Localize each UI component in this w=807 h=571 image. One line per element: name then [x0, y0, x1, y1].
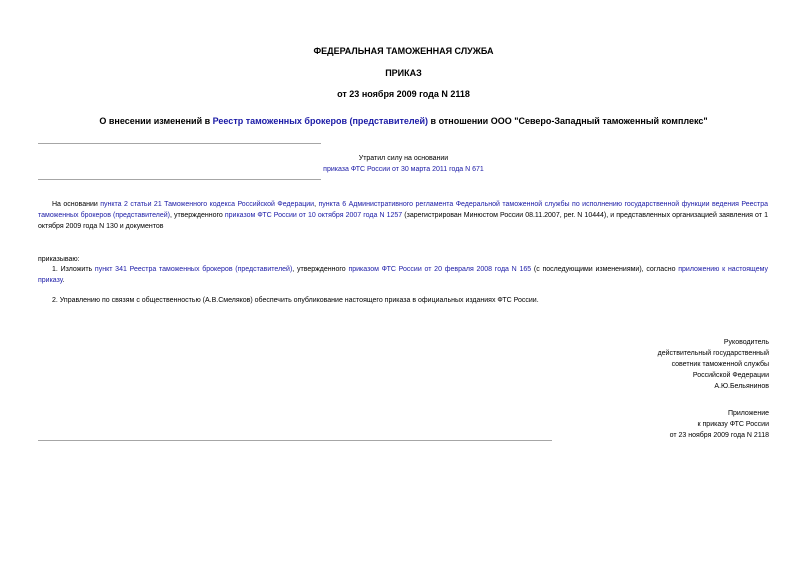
appendix-header: [670, 408, 769, 441]
registry-link[interactable]: Реестр таможенных брокеров (представителей): [212, 116, 429, 126]
signature-name: А.Ю.Бельянинов: [714, 383, 769, 390]
doc-type: ПРИКАЗ: [385, 68, 422, 78]
appendix-line: Приложение: [727, 410, 769, 417]
status-line: Утратил силу на основании: [358, 155, 449, 162]
item-text: (с последующими изменениями), согласно: [531, 266, 679, 273]
preamble-text: (зарегистрирован Минюстом России 08.11.2007, рег. N 10444), и представленных организацией заявления от 1 октября 2009 года N 130 и документов: [38, 212, 768, 230]
order-item-1: [38, 264, 768, 286]
order-165-link[interactable]: приказом ФТС России от 20 февраля 2008 года N 165: [348, 266, 532, 273]
title-prefix: О внесении изменений в: [99, 116, 213, 126]
signature-line: действительный государственный: [657, 350, 769, 357]
preamble-text: На основании: [52, 201, 101, 208]
title-suffix: в отношении ООО "Северо-Западный таможенный комплекс": [428, 116, 708, 126]
registry-point-link[interactable]: пункт 341 Реестра таможенных брокеров (представителей): [94, 266, 293, 273]
repeal-order-link[interactable]: приказа ФТС России от 30 марта 2011 года N 671: [323, 166, 484, 173]
status-note: [0, 153, 807, 175]
signature-line: Российской Федерации: [692, 372, 769, 379]
doc-date-number: от 23 ноября 2009 года N 2118: [337, 89, 470, 99]
appendix-line: к приказу ФТС России: [697, 421, 769, 428]
preamble-paragraph: [38, 199, 768, 232]
signature-line: Руководитель: [723, 339, 769, 346]
org-name: ФЕДЕРАЛЬНАЯ ТАМОЖЕННАЯ СЛУЖБА: [313, 46, 494, 56]
divider-status: [38, 179, 321, 180]
preamble-text: , утвержденного: [170, 212, 225, 219]
divider-top: [38, 143, 321, 144]
customs-code-link[interactable]: пункта 2 статьи 21 Таможенного кодекса Российской Федерации: [100, 201, 315, 208]
appendix-link[interactable]: приложению к настоящему приказу: [38, 266, 768, 284]
divider-appendix: [38, 440, 552, 441]
signature-block: [658, 337, 769, 392]
doc-title: [0, 116, 807, 126]
preamble-text: ,: [314, 201, 319, 208]
item-text: 1. Изложить: [52, 266, 95, 273]
appendix-line: от 23 ноября 2009 года N 2118: [669, 432, 769, 439]
item-text: , утвержденного: [292, 266, 349, 273]
order-1257-link[interactable]: приказом ФТС России от 10 октября 2007 года N 1257: [224, 212, 403, 219]
order-item-2: 2. Управлению по связям с общественностью (А.В.Смеляков) обеспечить опубликование настоящего приказа в официальных изданиях ФТС России.: [52, 297, 539, 304]
admin-regulation-link[interactable]: пункта 6 Административного регламента Федеральной таможенной службы по исполнению государственной функции ведения Реестра таможенных брокеров (представителей): [38, 201, 769, 219]
order-word: приказываю:: [38, 256, 80, 263]
signature-line: советник таможенной службы: [671, 361, 769, 368]
item-text: .: [62, 277, 65, 284]
